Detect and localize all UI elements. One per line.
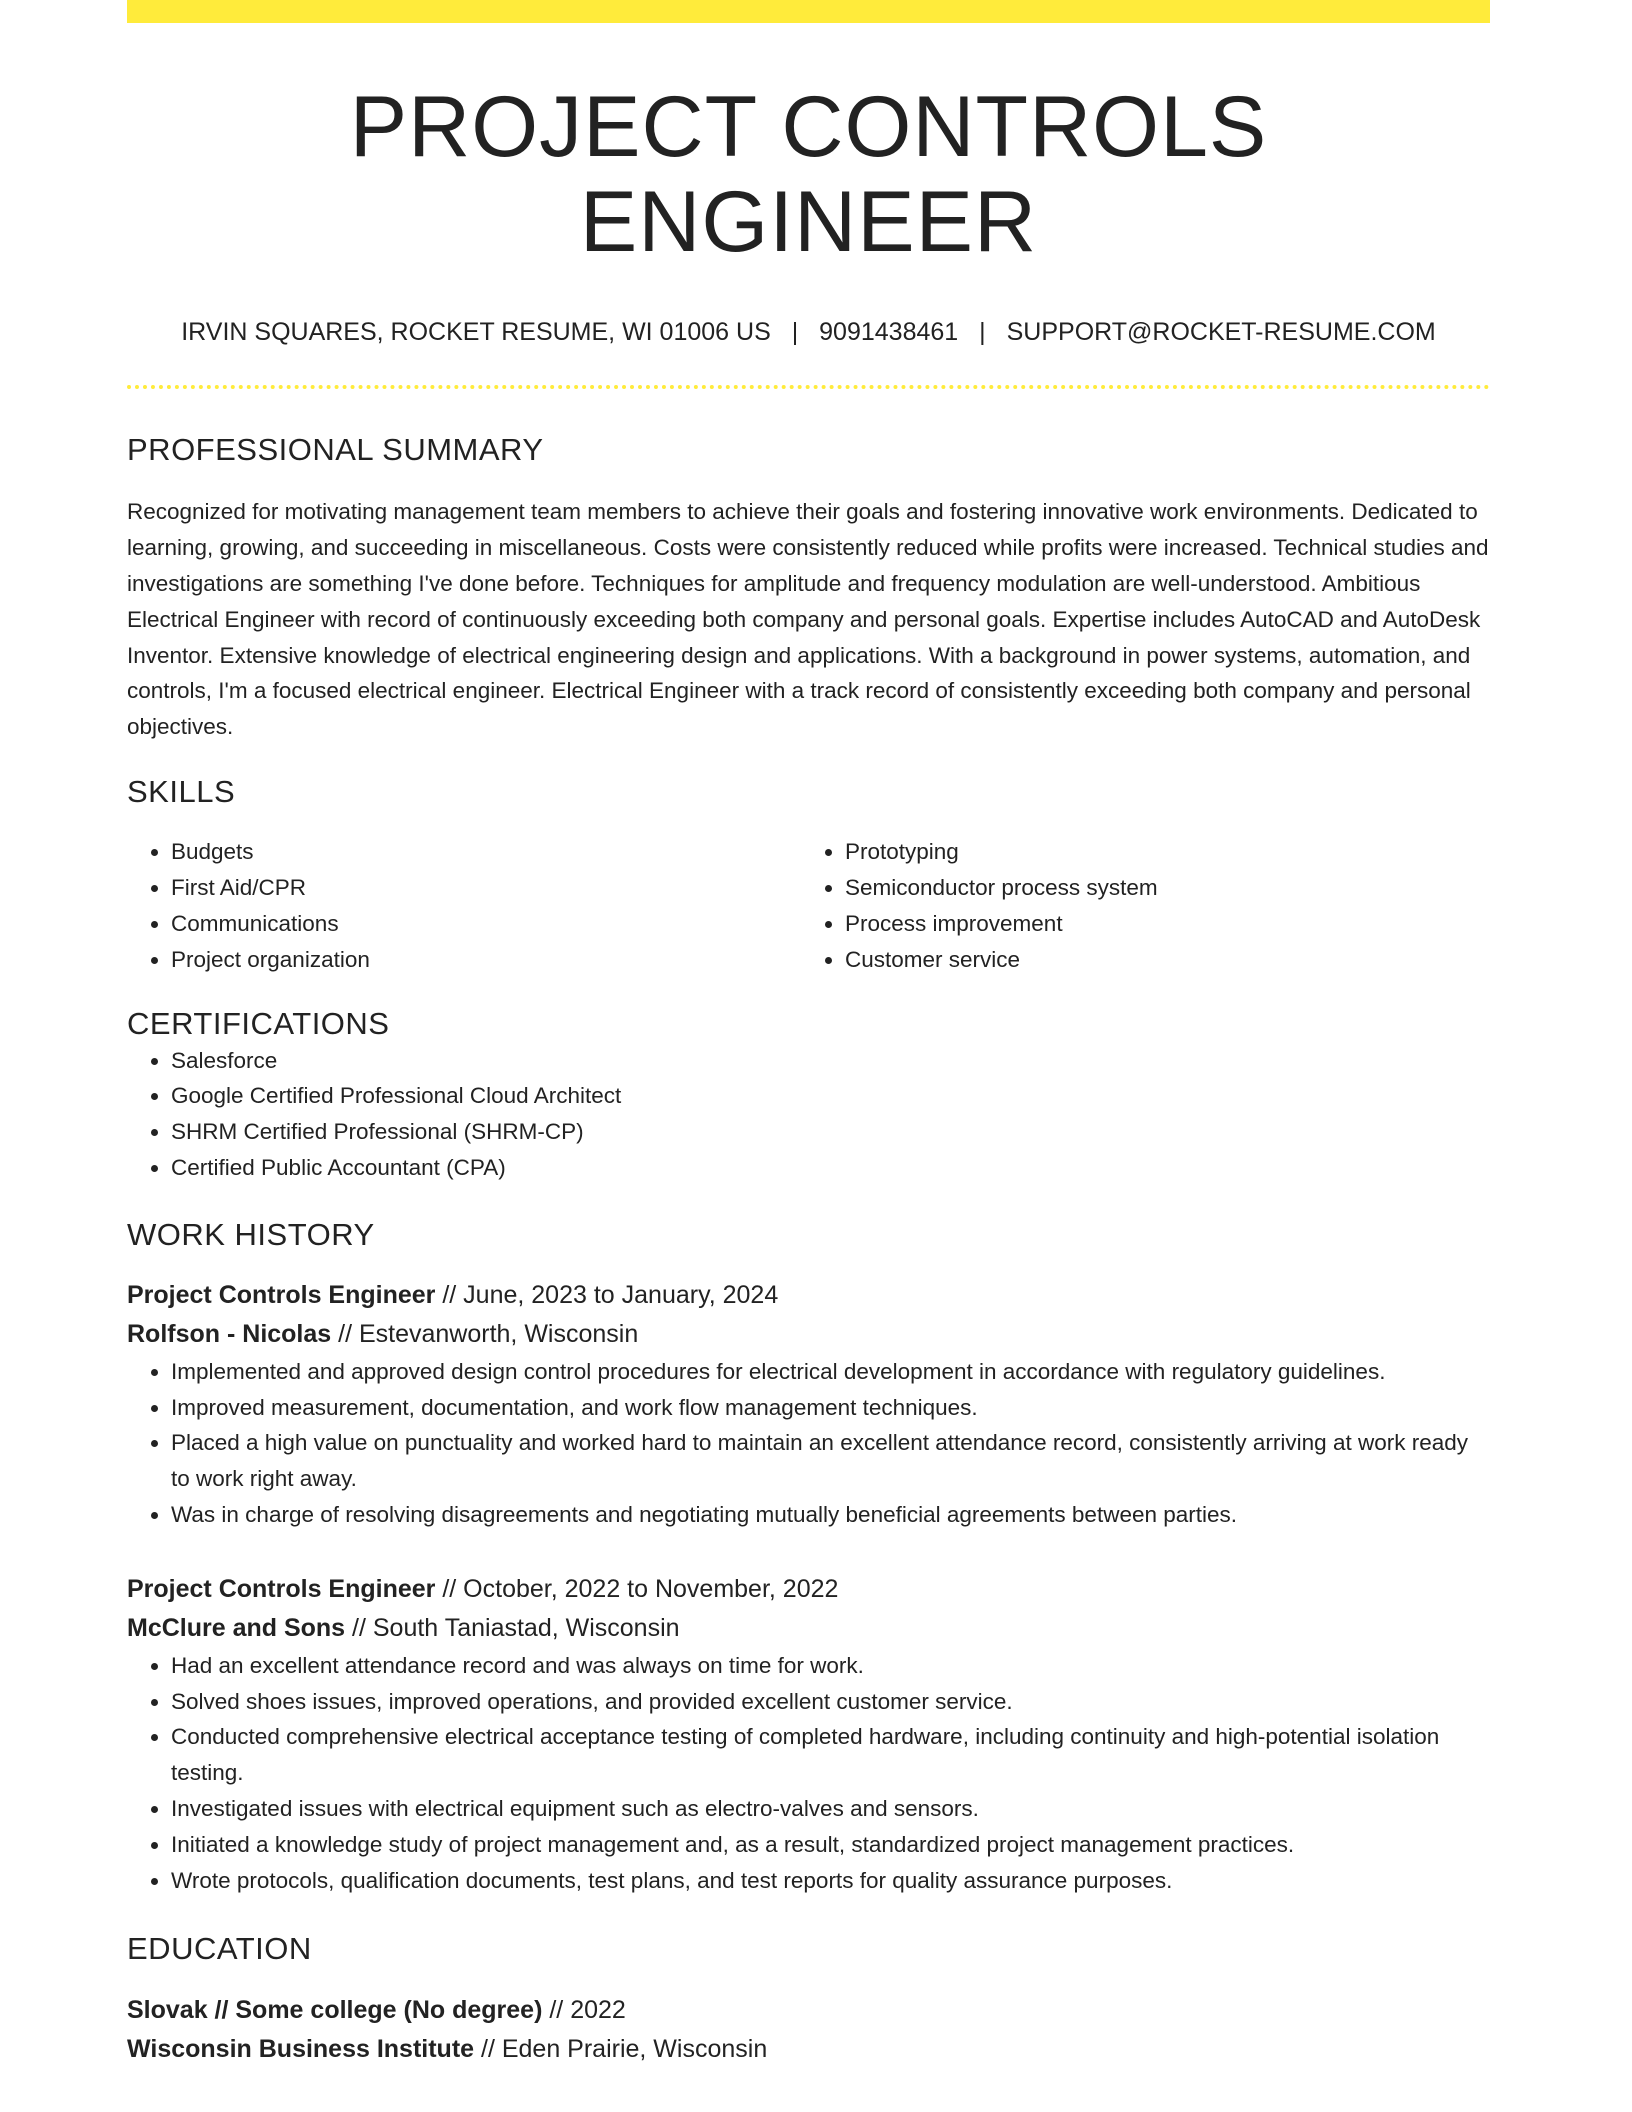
certification-item: • Salesforce xyxy=(171,1043,1490,1079)
contact-address: IRVIN SQUARES, ROCKET RESUME, WI 01006 US xyxy=(181,318,771,347)
skills-list-left xyxy=(127,834,801,977)
education-year: // 2022 xyxy=(542,1995,626,2024)
skills-heading: SKILLS xyxy=(127,773,236,809)
skill-item: • First Aid/CPR xyxy=(171,870,801,906)
certifications-heading: CERTIFICATIONS xyxy=(127,1006,390,1042)
contact-separator: | xyxy=(791,318,799,347)
skill-item: • Prototyping xyxy=(845,834,1475,870)
job-bullet: • Placed a high value on punctuality and worked hard to maintain an excellent attendance record, consistently arriving at work ready to work right away. xyxy=(171,1425,1490,1497)
skill-item: • Customer service xyxy=(845,942,1475,978)
skill-item: • Semiconductor process system xyxy=(845,870,1475,906)
job-bullet: • Wrote protocols, qualification documents, test plans, and test reports for quality assurance purposes. xyxy=(171,1863,1490,1899)
resume-page xyxy=(127,0,1490,2069)
top-accent-bar xyxy=(127,0,1490,23)
job-bullets xyxy=(127,1648,1490,1899)
resume-title: PROJECT CONTROLS ENGINEER xyxy=(349,79,1268,270)
skill-item: • Project organization xyxy=(171,942,801,978)
job-location: // Estevanworth, Wisconsin xyxy=(331,1319,639,1348)
job-role: Project Controls Engineer xyxy=(127,1574,436,1603)
job-bullet: • Was in charge of resolving disagreements and negotiating mutually beneficial agreements between parties. xyxy=(171,1497,1490,1533)
job-bullet: • Investigated issues with electrical equipment such as electro-valves and sensors. xyxy=(171,1791,1490,1827)
skill-item: • Budgets xyxy=(171,834,801,870)
education-heading: EDUCATION xyxy=(127,1931,312,1967)
certification-item: • Google Certified Professional Cloud Architect xyxy=(171,1078,1490,1114)
contact-line xyxy=(127,317,1490,347)
job-title-line xyxy=(127,1276,1490,1315)
contact-phone: 9091438461 xyxy=(819,318,959,347)
skill-item: • Process improvement xyxy=(845,906,1475,942)
summary-text: Recognized for motivating management team members to achieve their goals and fostering innovative work environments. Dedicated to learning, growing, and succeeding in miscellaneous. Costs were consistently reduced while profits were increased. Technical studies and investigations are something I've done before. Techniques for amplitude and frequency modulation are well-understood. Ambitious Electrical Engineer with record of continuously exceeding both company and personal goals. Expertise includes AutoCAD and AutoDesk Inventor. Extensive knowledge of electrical engineering design and applications. With a background in power systems, automation, and controls, I'm a focused electrical engineer. Electrical Engineer with a track record of consistently exceeding both company and personal objectives. xyxy=(127,499,1489,740)
job-company: Rolfson - Nicolas xyxy=(127,1319,332,1348)
job-company-line xyxy=(127,1609,1490,1648)
skills-list-right xyxy=(801,834,1475,977)
job-role: Project Controls Engineer xyxy=(127,1280,436,1309)
contact-separator: | xyxy=(979,318,986,347)
job-bullet: • Had an excellent attendance record and was always on time for work. xyxy=(171,1648,1490,1684)
contact-email: SUPPORT@ROCKET-RESUME.COM xyxy=(1006,318,1436,347)
job-company: McClure and Sons xyxy=(127,1613,346,1642)
job-bullet: • Improved measurement, documentation, and work flow management techniques. xyxy=(171,1390,1490,1426)
job-bullet: • Implemented and approved design control procedures for electrical development in accordance with regulatory guidelines. xyxy=(171,1354,1490,1390)
job-bullet: • Conducted comprehensive electrical acceptance testing of completed hardware, including continuity and high-potential isolation testing. xyxy=(171,1719,1490,1791)
education-degree-line xyxy=(127,1991,1490,2030)
job-bullet: • Solved shoes issues, improved operations, and provided excellent customer service. xyxy=(171,1684,1490,1720)
work-history-heading: WORK HISTORY xyxy=(127,1216,375,1252)
job-bullets xyxy=(127,1354,1490,1533)
job-dates: // June, 2023 to January, 2024 xyxy=(435,1280,779,1309)
summary-heading: PROFESSIONAL SUMMARY xyxy=(127,432,544,468)
education-degree: Slovak // Some college (No degree) xyxy=(127,1995,543,2024)
education-school-line xyxy=(127,2030,1490,2069)
certifications-list xyxy=(127,1043,1490,1186)
certification-item: • Certified Public Accountant (CPA) xyxy=(171,1150,1490,1186)
job-company-line xyxy=(127,1315,1490,1354)
education-school: Wisconsin Business Institute xyxy=(127,2034,475,2063)
job-dates: // October, 2022 to November, 2022 xyxy=(435,1574,839,1603)
certification-item: • SHRM Certified Professional (SHRM-CP) xyxy=(171,1114,1490,1150)
job-location: // South Taniastad, Wisconsin xyxy=(345,1613,680,1642)
job-title-line xyxy=(127,1570,1490,1609)
education-location: // Eden Prairie, Wisconsin xyxy=(474,2034,768,2063)
skill-item: • Communications xyxy=(171,906,801,942)
skills-grid xyxy=(127,834,1490,977)
job-bullet: • Initiated a knowledge study of project management and, as a result, standardized project management practices. xyxy=(171,1827,1490,1863)
header-divider xyxy=(127,385,1490,389)
